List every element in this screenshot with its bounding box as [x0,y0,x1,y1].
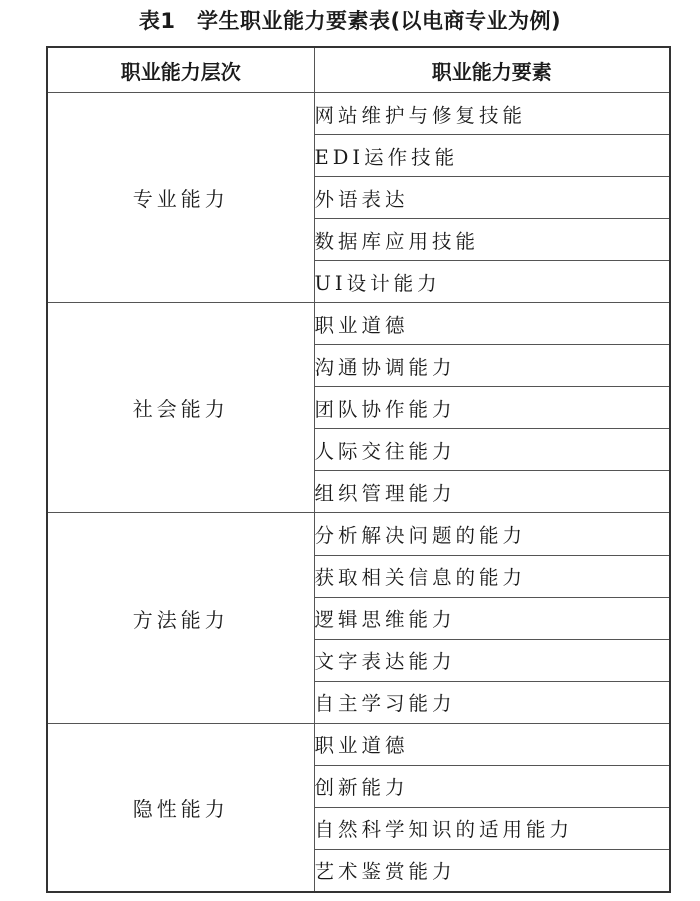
element-cell: 网站维护与修复技能 [314,93,670,135]
element-cell: 职业道德 [314,303,670,345]
table-row [47,93,670,135]
table-row [47,513,670,555]
category-cell: 隐性能力 [47,723,314,892]
element-cell: 职业道德 [314,723,670,765]
element-cell: UI设计能力 [314,261,670,303]
category-cell: 专业能力 [47,93,314,303]
table-row [47,303,670,345]
element-cell: 创新能力 [314,765,670,807]
category-cell: 社会能力 [47,303,314,513]
table-title: 表1 学生职业能力要素表(以电商专业为例) [138,9,562,33]
element-cell: 分析解决问题的能力 [314,513,670,555]
category-cell: 方法能力 [47,513,314,723]
element-cell: 组织管理能力 [314,471,670,513]
element-cell: 团队协作能力 [314,387,670,429]
element-cell: 沟通协调能力 [314,345,670,387]
element-cell: EDI运作技能 [314,135,670,177]
element-cell: 人际交往能力 [314,429,670,471]
header-level: 职业能力层次 [47,47,314,93]
table-row [47,723,670,765]
element-cell: 逻辑思维能力 [314,597,670,639]
element-cell: 自主学习能力 [314,681,670,723]
element-cell: 自然科学知识的适用能力 [314,807,670,849]
element-cell: 获取相关信息的能力 [314,555,670,597]
element-cell: 艺术鉴赏能力 [314,849,670,892]
header-elements: 职业能力要素 [314,47,670,93]
element-cell: 外语表达 [314,177,670,219]
element-cell: 文字表达能力 [314,639,670,681]
header-row [47,47,670,93]
competency-table [46,46,671,893]
element-cell: 数据库应用技能 [314,219,670,261]
